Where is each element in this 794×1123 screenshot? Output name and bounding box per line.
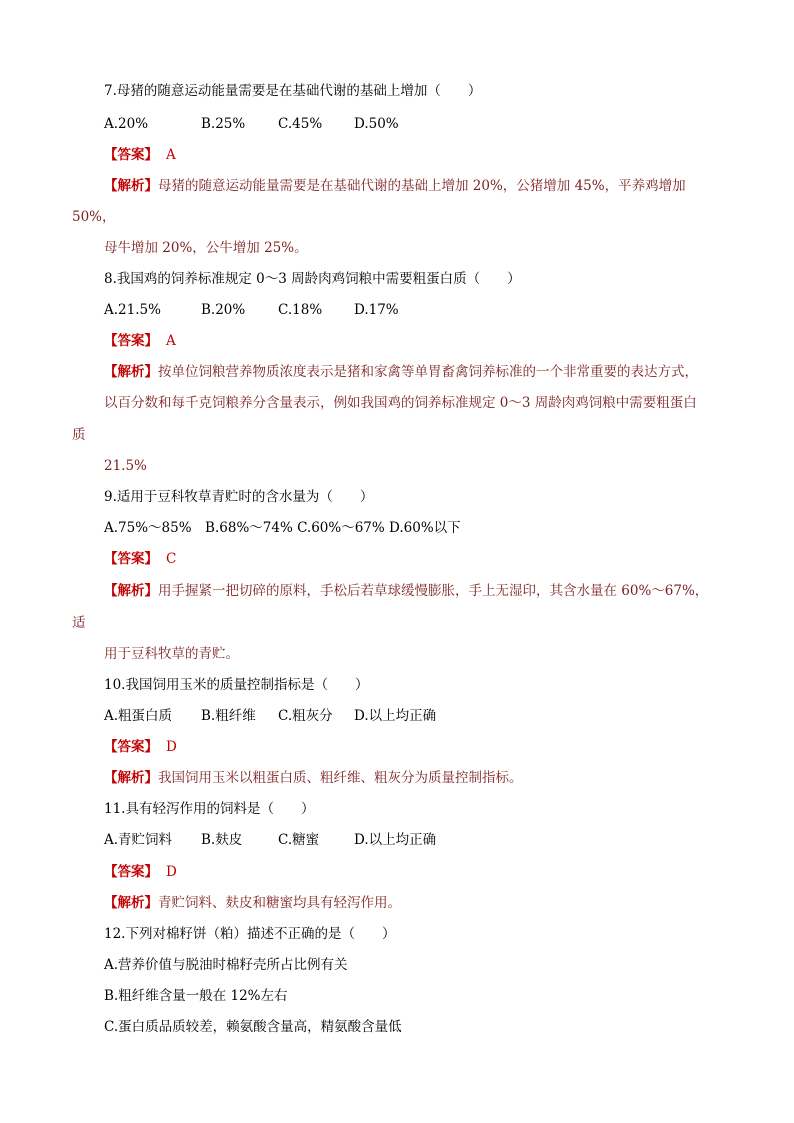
q7-stem: 7.母猪的随意运动能量需要是在基础代谢的基础上增加（ ） [104,83,482,99]
q7-explanation-cont-2: 母牛增加 20%，公牛增加 25%。 [104,240,308,256]
q9-explanation-cont-2: 用于豆科牧草的青贮。 [104,646,239,662]
q11-option-a: A.青贮饲料 [104,832,173,848]
q7-explanation [104,176,686,196]
q7-option-d: D.50% [354,116,399,132]
q9-options: A.75%～85% B.68%～74% C.60%～67% D.60%以下 [104,520,461,536]
q11-explanation [104,893,401,913]
explanation-text: 母猪的随意运动能量需要是在基础代谢的基础上增加 20%，公猪增加 45%，平养鸡增加 [158,178,686,194]
explanation-text: 用手握紧一把切碎的原料，手松后若草球缓慢膨胀，手上无湿印，其含水量在 60%～67%， [158,583,709,599]
q8-option-d: D.17% [354,302,399,318]
q10-options [104,706,436,726]
answer-value: C [166,551,177,567]
q8-explanation [104,362,698,382]
q11-answer [104,862,177,882]
q7-option-a: A.20% [104,116,149,132]
q11-options [104,830,436,850]
explanation-text: 我国饲用玉米以粗蛋白质、粗纤维、粗灰分为质量控制指标。 [158,770,523,786]
answer-label: 【答案】 [104,147,158,163]
q7-answer [104,145,176,165]
q11-option-c: C.糖蜜 [278,832,320,848]
q10-option-b: B.粗纤维 [201,708,256,724]
answer-label: 【答案】 [104,739,158,755]
explanation-label: 【解析】 [104,770,158,786]
explanation-text: 青贮饲料、麸皮和糖蜜均具有轻泻作用。 [158,895,401,911]
q11-option-b: B.麸皮 [201,832,243,848]
answer-label: 【答案】 [104,864,158,880]
q9-answer [104,549,176,569]
q9-stem: 9.适用于豆科牧草青贮时的含水量为（ ） [104,489,374,505]
q7-options [104,114,399,134]
q8-option-b: B.20% [201,302,246,318]
q8-stem: 8.我国鸡的饲养标准规定 0～3 周龄肉鸡饲粮中需要粗蛋白质（ ） [104,271,521,287]
q7-option-b: B.25% [201,116,246,132]
q8-explanation-cont-3: 21.5% [104,458,147,474]
q8-answer [104,331,176,351]
explanation-label: 【解析】 [104,178,158,194]
explanation-label: 【解析】 [104,895,158,911]
q12-stem: 12.下列对棉籽饼（粕）描述不正确的是（ ） [104,926,396,942]
q8-explanation-cont-2: 质 [72,427,86,443]
q8-options [104,300,399,320]
q10-option-d: D.以上均正确 [354,708,437,724]
answer-label: 【答案】 [104,333,158,349]
q7-option-c: C.45% [278,116,323,132]
q12-option-a: A.营养价值与脱油时棉籽壳所占比例有关 [104,957,348,973]
q10-stem: 10.我国饲用玉米的质量控制指标是（ ） [104,677,369,693]
explanation-text: 按单位饲粮营养物质浓度表示是猪和家禽等单胃畜禽饲养标准的一个非常重要的表达方式， [158,364,698,380]
q12-option-c: C.蛋白质品质较差，赖氨酸含量高，精氨酸含量低 [104,1019,402,1035]
q12-option-b: B.粗纤维含量一般在 12%左右 [104,988,288,1004]
q8-option-c: C.18% [278,302,323,318]
explanation-label: 【解析】 [104,364,158,380]
q11-stem: 11.具有轻泻作用的饲料是（ ） [104,801,315,817]
q8-option-a: A.21.5% [104,302,161,318]
answer-value: D [166,864,177,880]
q9-explanation-cont-1: 适 [72,615,86,631]
q8-explanation-cont-1: 以百分数和每千克饲粮养分含量表示，例如我国鸡的饲养标准规定 0～3 周龄肉鸡饲粮中需要粗蛋白 [104,395,697,411]
q10-option-c: C.粗灰分 [278,708,333,724]
q7-explanation-cont-1: 50%， [72,209,116,225]
q11-option-d: D.以上均正确 [354,832,437,848]
q10-answer [104,737,177,757]
answer-value: A [166,147,176,163]
q10-explanation [104,768,523,788]
explanation-label: 【解析】 [104,583,158,599]
q9-explanation [104,581,708,601]
answer-label: 【答案】 [104,551,158,567]
answer-value: D [166,739,177,755]
answer-value: A [166,333,176,349]
q10-option-a: A.粗蛋白质 [104,708,173,724]
